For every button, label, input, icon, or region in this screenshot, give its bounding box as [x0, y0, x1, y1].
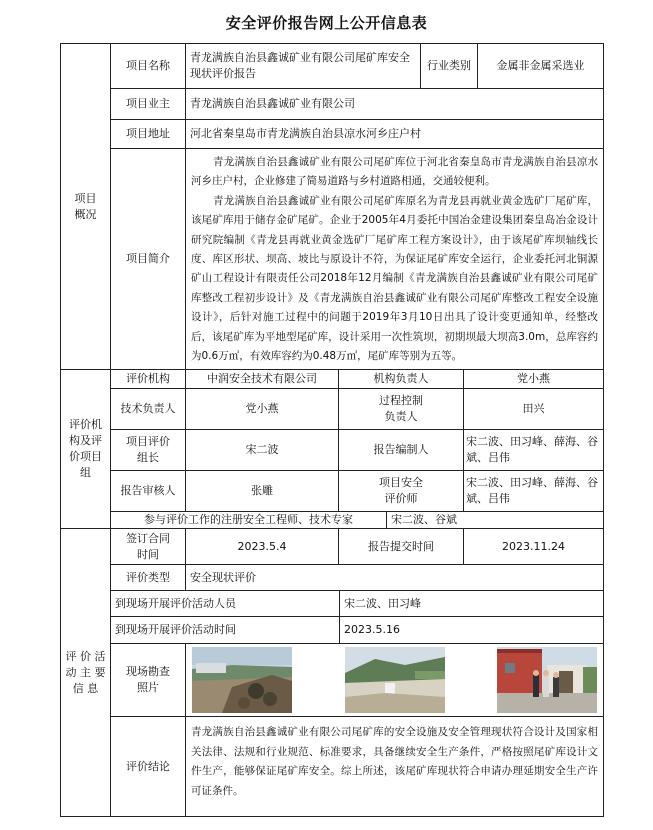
address-label: 项目地址 — [110, 119, 186, 149]
project-name-value: 青龙满族自治县鑫诚矿业有限公司尾矿库安全现状评价报告 — [185, 43, 421, 89]
site-photos — [185, 643, 604, 717]
submit-date: 2023.11.24 — [463, 528, 604, 565]
intro-text — [185, 148, 604, 370]
intro-paragraph-1: 青龙满族自治县鑫诚矿业有限公司尾矿库位于河北省秦皇岛市青龙满族自治县凉水河乡庄户村，企业修建了简易道路与乡村道路相通，交通较便利。 — [191, 156, 598, 188]
site-photo-3 — [497, 647, 597, 713]
photos-label: 现场勘查 照片 — [110, 643, 186, 717]
site-time-label: 到现场开展评价活动时间 — [110, 616, 340, 644]
reviewer-value: 张雕 — [185, 470, 339, 512]
page-title: 安全评价报告网上公开信息表 — [225, 14, 428, 32]
type-label: 评价类型 — [110, 564, 186, 591]
group-leader-label: 项目评价 组长 — [110, 429, 186, 471]
org-head-value: 党小燕 — [463, 369, 604, 389]
process-head-value: 田兴 — [463, 388, 604, 430]
industry-value: 金属非金属采选业 — [477, 43, 604, 89]
site-time-value: 2023.5.16 — [339, 616, 604, 644]
conclusion-label: 评价结论 — [110, 716, 186, 817]
process-head-label: 过程控制 负责人 — [338, 388, 464, 430]
owner-label: 项目业主 — [110, 88, 186, 120]
info-table — [61, 44, 605, 818]
site-photo-1 — [192, 647, 292, 713]
site-people-label: 到现场开展评价活动人员 — [110, 590, 340, 617]
site-photo-2 — [345, 647, 445, 713]
owner-value: 青龙满族自治县鑫诚矿业有限公司 — [185, 88, 604, 120]
group-leader-value: 宋二波 — [185, 429, 339, 471]
industry-label: 行业类别 — [420, 43, 478, 89]
tech-head-label: 技术负责人 — [110, 388, 186, 430]
address-value: 河北省秦皇岛市青龙满族自治县凉水河乡庄户村 — [185, 119, 604, 149]
registered-value: 宋二波、谷斌 — [386, 511, 604, 529]
contract-label: 签订合同 时间 — [110, 528, 186, 565]
section-label-team: 评价机 构及评 价项目 组 — [60, 369, 111, 529]
contract-date: 2023.5.4 — [185, 528, 339, 565]
project-name-label: 项目名称 — [110, 43, 186, 89]
section-label-activity: 评 价 活 动 主 要 信 息 — [60, 528, 111, 817]
intro-label: 项目简介 — [110, 148, 186, 370]
submit-label: 报告提交时间 — [338, 528, 464, 565]
conclusion-text: 青龙满族自治县鑫诚矿业有限公司尾矿库的安全设施及安全管理现状符合设计及国家相关法律、法规和行业规范、标准要求，具备继续安全生产条件，严格按照尾矿库设计文件生产，能够保证尾矿库安全。综上所述，该尾矿库现状符合申请办理延期安全生产许可证条件。 — [185, 716, 604, 817]
engineer-value: 宋二波、田习峰、薛海、谷斌、吕伟 — [463, 470, 604, 512]
intro-paragraph-2: 青龙满族自治县鑫诚矿业有限公司尾矿库原名为青龙县再就业黄金选矿厂尾矿库，该尾矿库用于储存金矿尾矿。企业于2005年4月委托中国冶金建设集团秦皇岛冶金设计研究院编制《青龙县再就业黄金选矿厂尾矿库工程方案设计》，由于该尾矿库坝轴线长度、库区形状、坝高、坡比与原设计不符，为保证尾矿库安全运行，企业委托河北铜源矿山工程设计有限责任公司2018年12月编制《青龙满族自治县鑫诚矿业有限公司尾矿库整改工程初步设计》及《青龙满族自治县鑫诚矿业有限公司尾矿库整改工程安全设施设计》，后针对施工过程中的问题于2019年3月10日出具了设计变更通知单，经整改后，该尾矿库为平地型尾矿库，设计采用一次性筑坝，初期坝最大坝高3.0m，总库容约为0.6万㎥，有效库容约为0.48万㎥，尾矿库等别为五等。 — [191, 194, 598, 363]
tech-head-value: 党小燕 — [185, 388, 339, 430]
report-author-label: 报告编制人 — [338, 429, 464, 471]
org-value: 中润安全技术有限公司 — [185, 369, 339, 389]
reviewer-label: 报告审核人 — [110, 470, 186, 512]
report-author-value: 宋二波、田习峰、薛海、谷斌、吕伟 — [463, 429, 604, 471]
org-label: 评价机构 — [110, 369, 186, 389]
org-head-label: 机构负责人 — [338, 369, 464, 389]
engineer-label: 项目安全 评价师 — [338, 470, 464, 512]
type-value: 安全现状评价 — [185, 564, 604, 591]
registered-label: 参与评价工作的注册安全工程师、技术专家 — [110, 511, 387, 529]
site-people-value: 宋二波、田习峰 — [339, 590, 604, 617]
section-label-overview: 项目 概况 — [60, 43, 111, 370]
